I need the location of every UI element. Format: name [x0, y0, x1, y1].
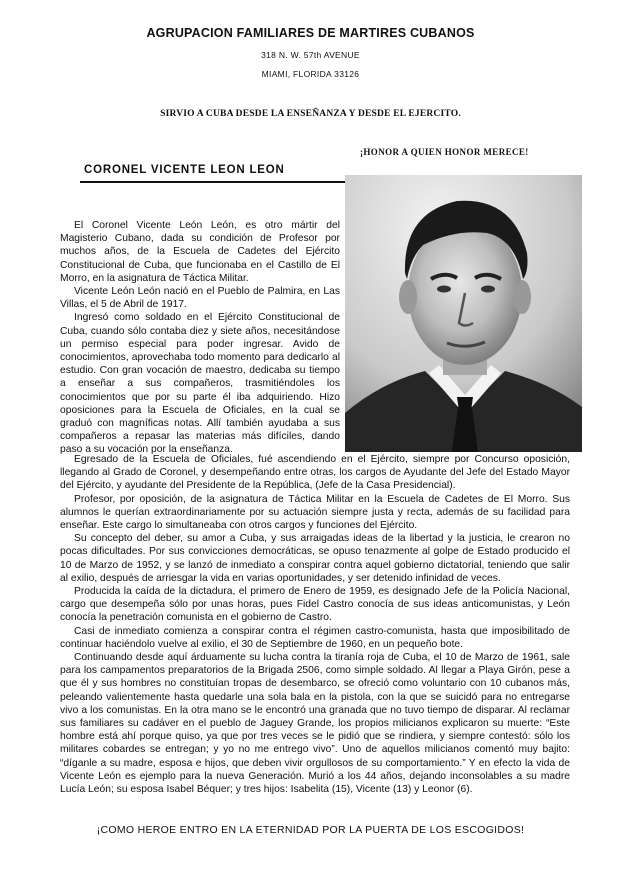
- portrait-photo: [345, 175, 582, 452]
- tagline: SIRVIO A CUBA DESDE LA ENSEÑANZA Y DESDE EL EJERCITO.: [160, 109, 461, 119]
- title-underline: [80, 181, 346, 183]
- motto: ¡HONOR A QUIEN HONOR MERECE!: [360, 147, 529, 157]
- paragraph: Producida la caída de la dictadura, el primero de Enero de 1959, es designado Jefe de la Policía Nacional, cargo que desempeña sólo por unas horas, pues Fidel Castro conocía de sus ideas anticomunistas, y León conocía la penetración comunista en el gobierno de Castro.: [60, 586, 570, 624]
- biography-intro: [60, 219, 340, 457]
- paragraph: Profesor, por oposición, de la asignatura de Táctica Militar en la Escuela de Cadetes de El Morro. Sus alumnos le querían extraordinariamente por su actuación siempre justa y recta, además de su facilidad para enseñar. Este cargo lo simultaneaba con otros cargos y funciones del Ejército.: [60, 493, 570, 532]
- paragraph: Egresado de la Escuela de Oficiales, fué ascendiendo en el Ejército, siempre por Concurso oposición, llegando al Grado de Coronel, y desempeñando entre otras, los cargos de Ayudante del Jefe del Estado Mayor del Ejército, y ayudante del Presidente de la República, (Jefe de la Casa Presidencial).: [60, 454, 570, 492]
- paragraph: Su concepto del deber, su amor a Cuba, y sus arraigadas ideas de la libertad y la justicia, le crearon no pocas dificultades. Por sus convicciones democráticas, se opuso tenazmente al golpe de Estado producido el 10 de Marzo de 1952, y se lanzó de inmediato a conspirar contra aquel gobierno dictatorial, teniendo que salir al exilio, después de arriesgar la vida en varias oportunidades, y ser detenido infinidad de veces.: [60, 533, 570, 584]
- paragraph: El Coronel Vicente León León, es otro mártir del Magisterio Cubano, dada su condición de Profesor por muchos años, de la Escuela de Cadetes del Ejército Constitucional de Cuba, que funcionaba en el Castillo de El Morro, en la asignatura de Táctica Militar.: [60, 220, 340, 284]
- address-street: 318 N. W. 57th AVENUE: [261, 50, 360, 60]
- paragraph: Ingresó como soldado en el Ejército Constitucional de Cuba, cuando sólo contaba diez y siete años, necesitándose un permiso especial para poder ingresar. Avido de conocimientos, aprovechaba todo momento para dedicarlo al estudio. Con gran vocación de maestro, dedicaba su tiempo a enseñar a sus compañeros, trasmitiéndoles los conocimientos que por su parte él iba adquiriendo. Hizo oposiciones para la Escuela de Oficiales, en la cual se graduó con magníficas notas. Allí también ayudaba a sus compañeros a repasar las materias más difíciles, dando paso a su vocación por la enseñanza.: [60, 312, 340, 456]
- paragraph: Casi de inmediato comienza a conspirar contra el régimen castro-comunista, hasta que imposibilitado de continuar haciéndolo vuelve al exilio, el 30 de Septiembre de 1960, en un pequeño bote.: [60, 625, 570, 650]
- paragraph: Continuando desde aquí árduamente su lucha contra la tiranía roja de Cuba, el 10 de Marzo de 1961, sale para los campamentos preparatorios de la Brigada 2506, como simple soldado. Al llegar a Playa Girón, pese a que él y sus hombres no constituían tropas de desembarco, se ofreció como voluntario con 10 cubanos más, peleando valientemente hasta quedarle una sola bala en la pistola, con la que se suicidó para no entregarse vivo a los comunistas. En la otra mano se le encontró una granada que no tuvo tiempo de disparar. Al reclamar sus familiares su cadáver en el pueblo de Jaguey Grande, los propios milicianos explicaron su muerte: “Este hombre está ahí porque quiso, ya que por tres veces se le pidió que se rindiera, y siempre contestó: sólo los militares cobardes se entregan; y yo no me entrego vivo”. Uno de aquellos milicianos comentó muy bajito: “díganle a su madre, esposa e hijos, que deben vivir orgullosos de su comportamiento.” Y en efecto la vida de Vicente León es ejemplo para la nueva Generación. Murió a los 44 años, dejando inconsolables a su madre Lucía León; su esposa Isabel Béquer; y tres hijos: Isabelita (15), Vicente (13) y Leonor (6).: [60, 652, 570, 796]
- page-title: CORONEL VICENTE LEON LEON: [84, 164, 285, 176]
- organization-name: AGRUPACION FAMILIARES DE MARTIRES CUBANOS: [146, 26, 475, 40]
- closing-line: ¡COMO HEROE ENTRO EN LA ETERNIDAD POR LA PUERTA DE LOS ESCOGIDOS!: [96, 824, 525, 836]
- paragraph: Vicente León León nació en el Pueblo de Palmira, en Las Villas, el 5 de Abril de 1917.: [60, 286, 340, 311]
- biography-body: [60, 453, 570, 796]
- address-city: MIAMI, FLORIDA 33126: [261, 69, 360, 79]
